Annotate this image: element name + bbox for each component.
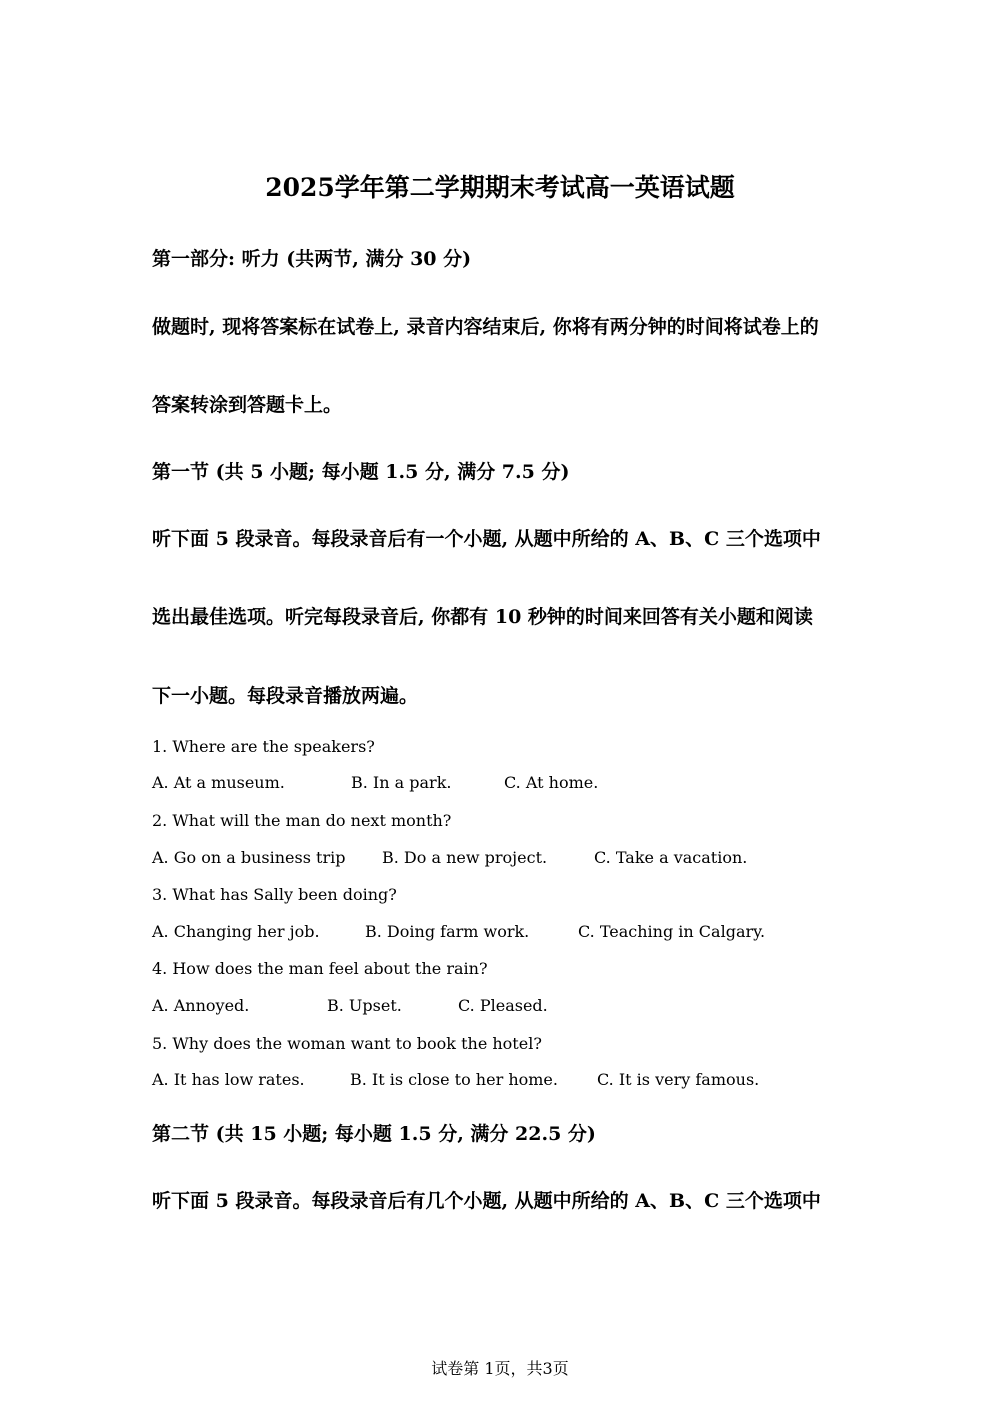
page-title: 2025学年第二学期期末考试高一英语试题: [265, 173, 735, 202]
q3-option-c: C. Teaching in Calgary.: [578, 922, 766, 941]
q2-option-b: B. Do a new project.: [382, 848, 548, 867]
q4-option-b: B. Upset.: [327, 996, 402, 1015]
section1-instruction-3: 下一小题。每段录音播放两遍。: [152, 685, 419, 707]
section1-heading: 第一节 (共 5 小题; 每小题 1.5 分, 满分 7.5 分): [152, 461, 570, 483]
intro-line-1: 做题时, 现将答案标在试卷上, 录音内容结束后, 你将有两分钟的时间将试卷上的: [152, 316, 819, 338]
q3-option-b: B. Doing farm work.: [365, 922, 530, 941]
section2-heading: 第二节 (共 15 小题; 每小题 1.5 分, 满分 22.5 分): [152, 1123, 596, 1145]
question-3: 3. What has Sally been doing?: [152, 885, 397, 904]
intro-line-2: 答案转涂到答题卡上。: [152, 394, 343, 416]
section1-instruction-2: 选出最佳选项。听完每段录音后, 你都有 10 秒钟的时间来回答有关小题和阅读: [152, 606, 813, 628]
q1-option-b: B. In a park.: [351, 773, 452, 792]
section1-instruction-1: 听下面 5 段录音。每段录音后有一个小题, 从题中所给的 A、B、C 三个选项中: [152, 528, 821, 550]
q1-option-a: A. At a museum.: [152, 773, 285, 792]
question-1: 1. Where are the speakers?: [152, 737, 375, 756]
q4-option-c: C. Pleased.: [458, 996, 548, 1015]
q2-option-a: A. Go on a business trip: [152, 848, 346, 867]
q5-option-c: C. It is very famous.: [597, 1070, 760, 1089]
q2-option-c: C. Take a vacation.: [594, 848, 748, 867]
q4-option-a: A. Annoyed.: [152, 996, 250, 1015]
q5-option-a: A. It has low rates.: [152, 1070, 305, 1089]
part1-heading: 第一部分: 听力 (共两节, 满分 30 分): [152, 248, 472, 270]
question-5: 5. Why does the woman want to book the hotel?: [152, 1034, 542, 1053]
question-4: 4. How does the man feel about the rain?: [152, 959, 488, 978]
q3-option-a: A. Changing her job.: [152, 922, 320, 941]
question-2: 2. What will the man do next month?: [152, 811, 452, 830]
section2-instruction-1: 听下面 5 段录音。每段录音后有几个小题, 从题中所给的 A、B、C 三个选项中: [152, 1190, 821, 1212]
q1-option-c: C. At home.: [504, 773, 599, 792]
q5-option-b: B. It is close to her home.: [350, 1070, 558, 1089]
page-footer: 试卷第 1页，共3页: [431, 1359, 569, 1378]
